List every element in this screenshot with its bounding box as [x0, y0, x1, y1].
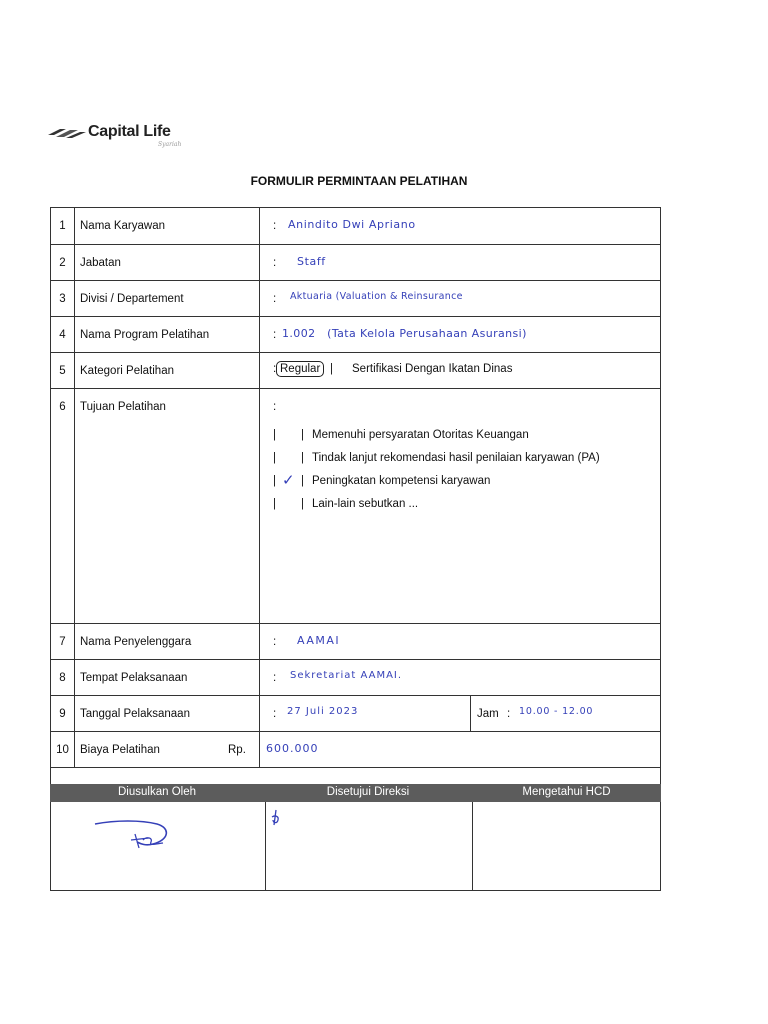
field-value-cell	[260, 208, 661, 245]
spacer-row	[50, 765, 661, 784]
row-number: 5	[51, 353, 75, 389]
colon: :	[273, 401, 277, 413]
row-number: 9	[51, 696, 75, 732]
field-value-cell	[260, 624, 661, 660]
date-value[interactable]: 27 Juli 2023	[287, 706, 359, 717]
program-value[interactable]: 1.002 (Tata Kelola Perusahaan Asuransi)	[282, 327, 527, 340]
colon: :	[273, 363, 277, 375]
purpose-option-label: Memenuhi persyaratan Otoritas Keuangan	[312, 429, 529, 441]
field-value-cell	[260, 245, 661, 281]
director-signature[interactable]	[269, 808, 283, 828]
colon: :	[273, 329, 277, 341]
field-label: Kategori Pelatihan	[75, 353, 260, 389]
checkmark-icon: ✓	[282, 472, 295, 489]
row-number: 8	[51, 660, 75, 696]
row-tanggal	[51, 696, 661, 732]
organizer-value[interactable]: AAMAI	[297, 634, 341, 647]
field-label-cell	[75, 732, 260, 768]
proposer-signature[interactable]	[91, 814, 176, 854]
colon: :	[273, 293, 277, 305]
field-label: Tempat Pelaksanaan	[75, 660, 260, 696]
form-title: FORMULIR PERMINTAAN PELATIHAN	[250, 174, 468, 188]
currency-label: Rp.	[228, 744, 246, 756]
purpose-option-label: Lain-lain sebutkan ...	[312, 498, 419, 510]
row-number: 2	[51, 245, 75, 281]
field-label: Nama Penyelenggara	[75, 624, 260, 660]
field-label: Nama Karyawan	[75, 208, 260, 245]
row-number: 10	[51, 732, 75, 768]
field-value-cell	[260, 353, 661, 389]
checkbox-bracket: |	[301, 498, 304, 510]
signature-area	[50, 802, 661, 891]
position-value[interactable]: Staff	[297, 255, 326, 268]
venue-value[interactable]: Sekretariat AAMAI.	[290, 670, 403, 681]
column-divider	[472, 802, 473, 890]
colon: :	[273, 708, 277, 720]
field-value-cell	[260, 389, 661, 624]
row-number: 1	[51, 208, 75, 245]
row-number: 6	[51, 389, 75, 624]
field-value-cell	[260, 732, 661, 768]
purpose-option-label: Tindak lanjut rekomendasi hasil penilaian karyawan (PA)	[312, 452, 600, 464]
row-jabatan	[51, 245, 661, 281]
signature-header	[50, 784, 661, 802]
separator: |	[330, 363, 333, 375]
row-divisi	[51, 281, 661, 317]
field-value-cell	[260, 317, 661, 353]
row-number: 7	[51, 624, 75, 660]
field-label: Nama Program Pelatihan	[75, 317, 260, 353]
employee-name-value[interactable]: Anindito Dwi Apriano	[288, 218, 416, 231]
colon: :	[273, 672, 277, 684]
colon: :	[273, 220, 277, 232]
row-biaya	[51, 732, 661, 768]
checkbox-bracket: |	[273, 498, 276, 510]
row-nama-karyawan	[51, 208, 661, 245]
logo-brand: Capital Life	[88, 123, 171, 140]
checkbox-bracket: |	[301, 452, 304, 464]
row-kategori	[51, 353, 661, 389]
checkbox-bracket: |	[273, 475, 276, 487]
colon: :	[273, 257, 277, 269]
checkbox-bracket: |	[273, 429, 276, 441]
field-label: Tujuan Pelatihan	[75, 389, 260, 624]
row-program	[51, 317, 661, 353]
row-penyelenggara	[51, 624, 661, 660]
cost-value[interactable]: 600.000	[266, 742, 319, 755]
acknowledged-by-heading: Mengetahui HCD	[522, 786, 611, 798]
row-tempat	[51, 660, 661, 696]
column-divider	[265, 802, 266, 890]
field-value-cell	[260, 696, 661, 732]
time-cell	[470, 696, 671, 731]
time-label: Jam	[477, 708, 499, 720]
field-label: Tanggal Pelaksanaan	[75, 696, 260, 732]
field-value-cell	[260, 281, 661, 317]
time-value[interactable]: 10.00 - 12.00	[519, 706, 594, 717]
division-value[interactable]: Aktuaria (Valuation & Reinsurance	[290, 291, 463, 302]
purpose-option-label: Peningkatan kompetensi karyawan	[312, 475, 491, 487]
category-regular-option[interactable]: Regular	[276, 361, 324, 377]
category-sertifikasi-option[interactable]: Sertifikasi Dengan Ikatan Dinas	[352, 363, 513, 375]
colon: :	[273, 636, 277, 648]
row-tujuan	[51, 389, 661, 624]
row-number: 4	[51, 317, 75, 353]
training-request-table	[50, 207, 661, 768]
row-number: 3	[51, 281, 75, 317]
checkbox-bracket: |	[301, 429, 304, 441]
proposed-by-heading: Diusulkan Oleh	[118, 786, 196, 798]
logo-mark-icon	[46, 126, 86, 140]
checkbox-bracket: |	[301, 475, 304, 487]
field-label: Biaya Pelatihan	[80, 744, 160, 756]
field-value-cell	[260, 660, 661, 696]
colon: :	[507, 708, 511, 720]
checkbox-bracket: |	[273, 452, 276, 464]
field-label: Jabatan	[75, 245, 260, 281]
logo-tagline: Syariah	[158, 141, 182, 148]
field-label: Divisi / Departement	[75, 281, 260, 317]
approved-by-heading: Disetujui Direksi	[326, 786, 410, 798]
